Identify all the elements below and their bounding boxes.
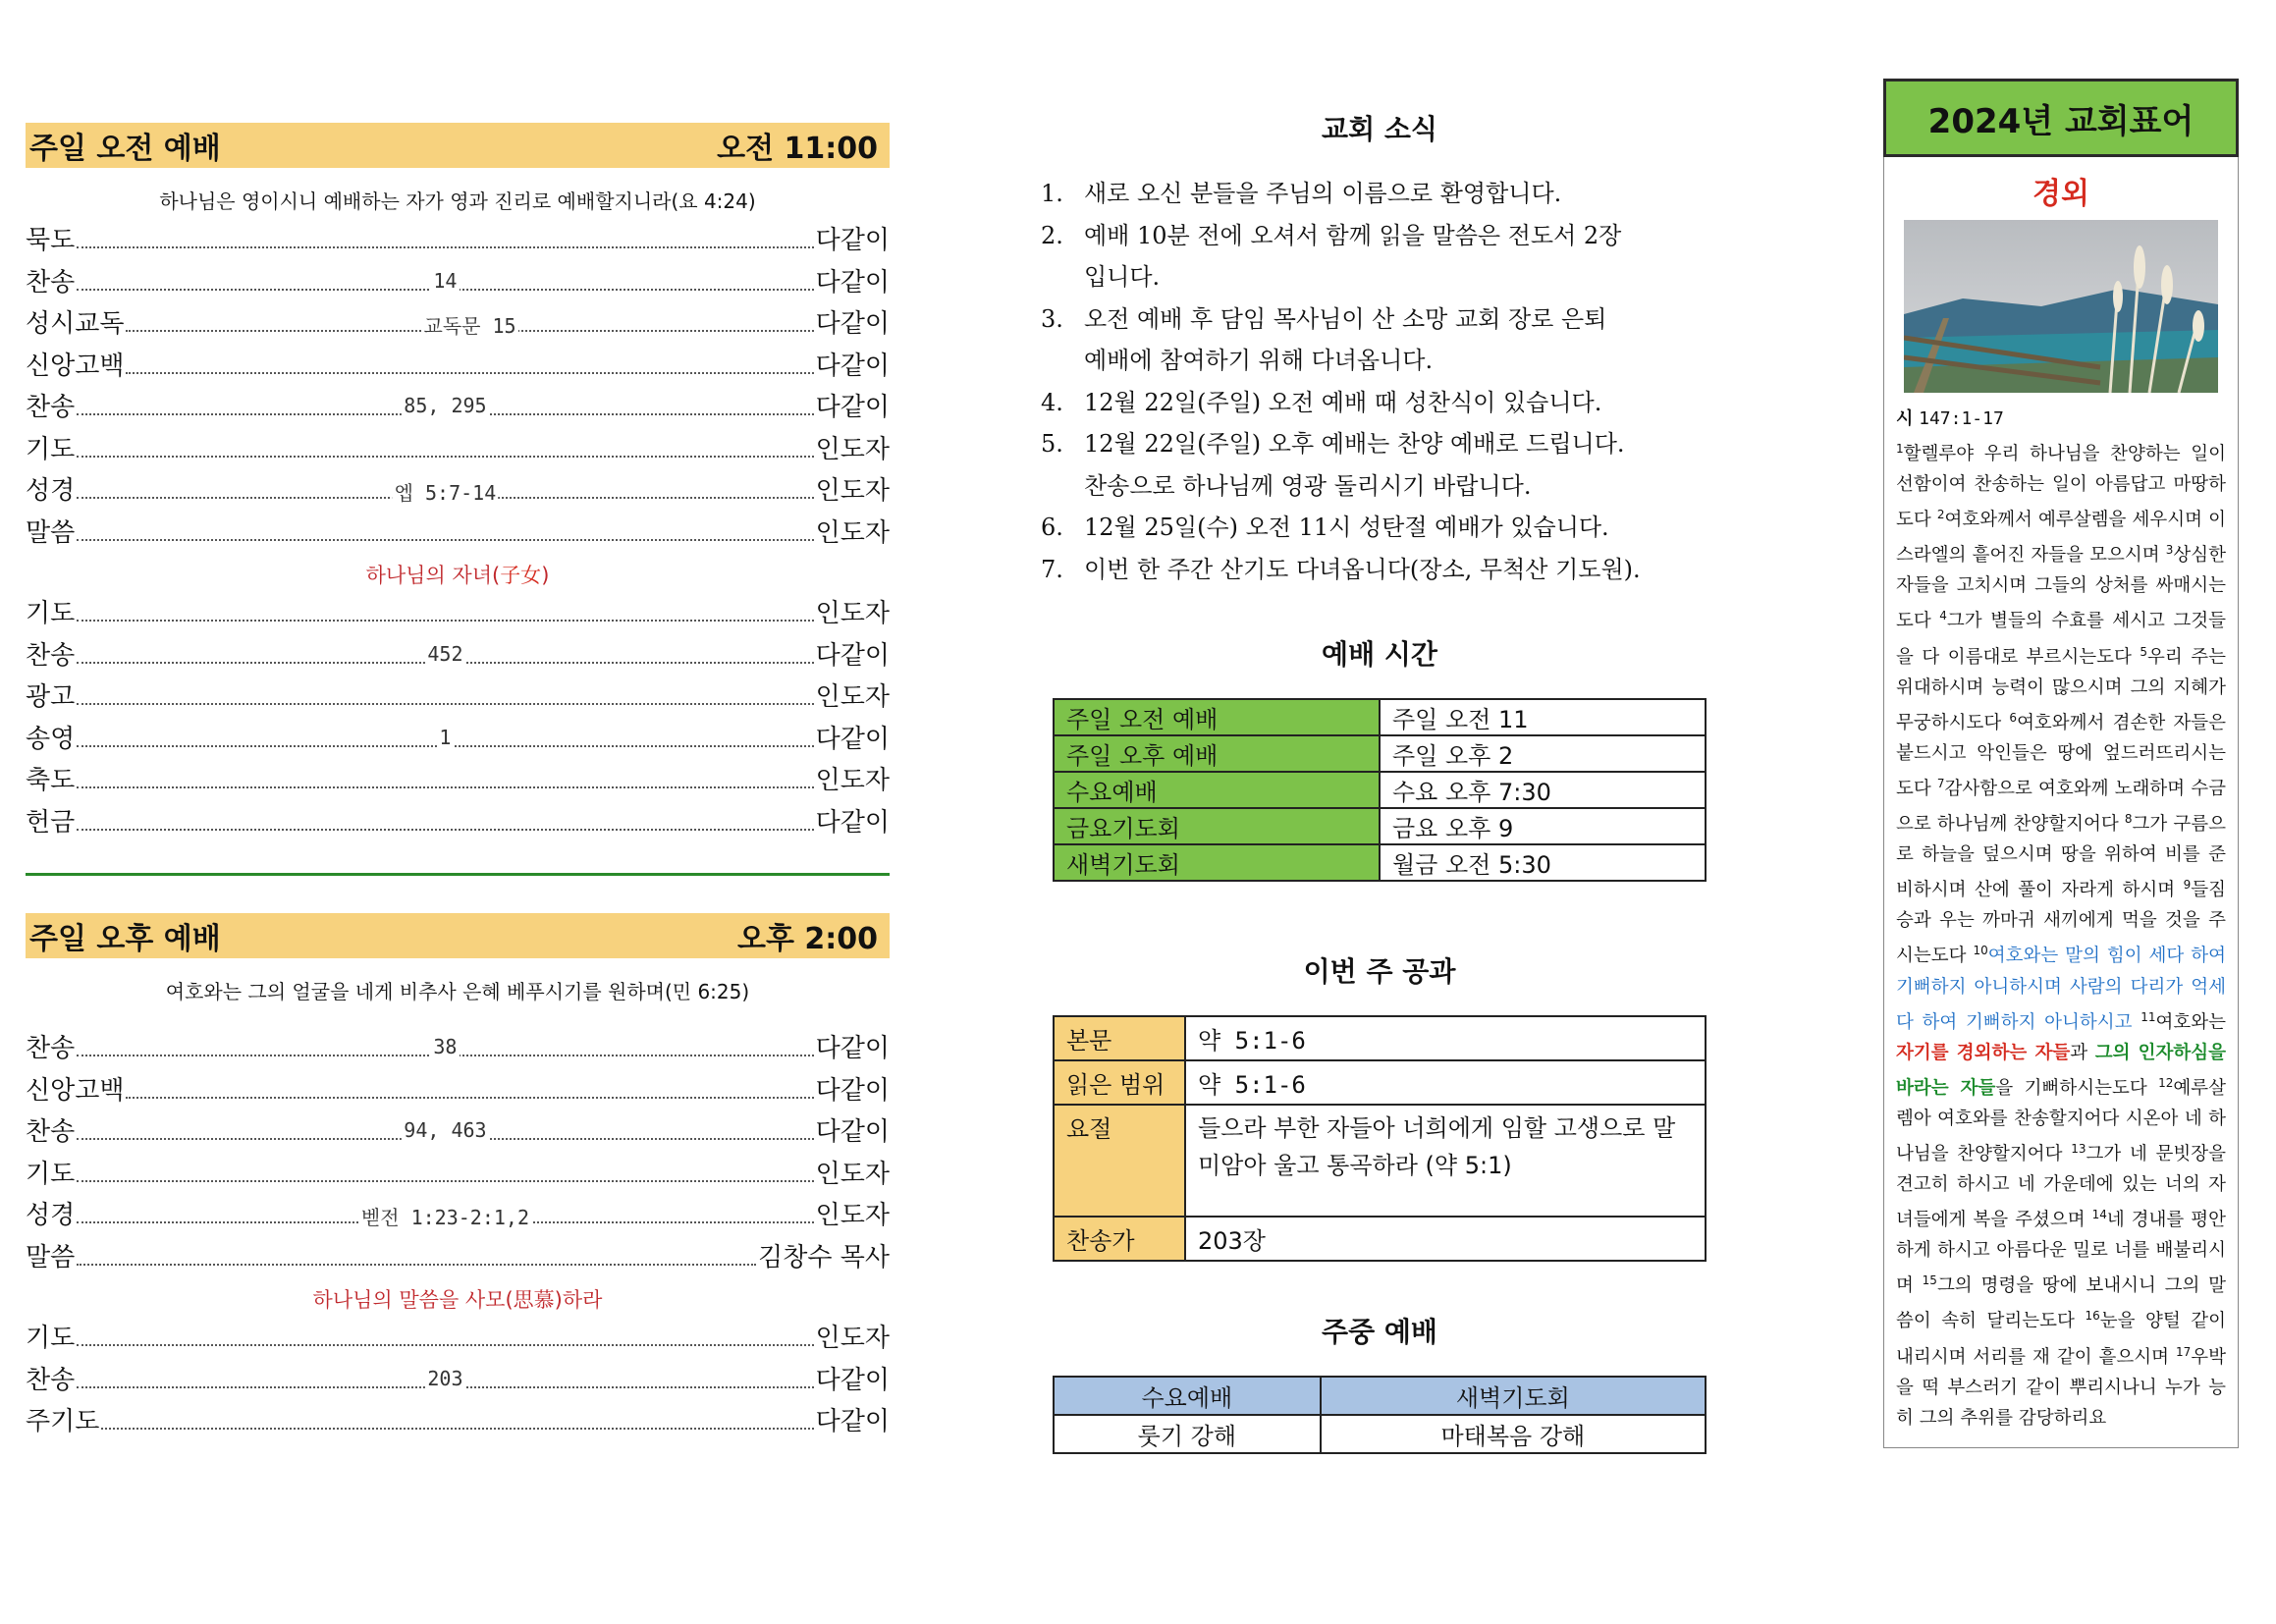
- order-leader-dots: [77, 725, 813, 749]
- order-label: 기도: [26, 1324, 76, 1353]
- order-leader-dots: [77, 1035, 813, 1059]
- news-item: [1041, 465, 1718, 508]
- order-row: [26, 1401, 890, 1443]
- afternoon-sermon-title: 하나님의 말씀을 사모(思慕)하라: [312, 1288, 603, 1312]
- news-item-number: 6.: [1041, 514, 1063, 541]
- order-leader-dots: [126, 358, 813, 374]
- order-leader-dots: [77, 815, 813, 831]
- news-item-text: 12월 25일(수) 오전 11시 성탄절 예배가 있습니다.: [1084, 514, 1609, 541]
- news-item-text: 입니다.: [1084, 263, 1161, 291]
- order-leader: 다같이: [815, 1365, 890, 1395]
- morning-order-list: [26, 220, 890, 554]
- order-label: 주기도: [26, 1407, 100, 1436]
- order-label: 말씀: [26, 517, 76, 548]
- order-leader-dots: [77, 689, 813, 705]
- order-label: 찬송: [26, 267, 76, 298]
- order-leader: 인도자: [815, 766, 890, 795]
- motto-word: 경외: [2032, 177, 2089, 211]
- service-name: 금요기도회: [1054, 808, 1380, 844]
- order-detail: 1: [439, 725, 452, 749]
- order-label: 축도: [26, 766, 76, 795]
- order-leader-dots: [77, 481, 813, 506]
- service-time-row: [1054, 699, 1706, 735]
- news-item-text: 이번 한 주간 산기도 다녀옵니다(장소, 무척산 기도원).: [1084, 555, 1641, 583]
- order-label: 성시교독: [26, 309, 125, 339]
- order-leader: 인도자: [815, 434, 890, 464]
- order-detail: 452: [427, 641, 463, 666]
- order-leader: 인도자: [815, 476, 890, 506]
- psalm-text: $^1$할렐루야 우리 하나님을 찬양하는 일이 선함이여 찬송하는 일이 아름답고 마땅하도다 $^2$여호와께서 예루살렘을 세우시며 이스라엘의 흩어진 자들을 모으시며 $^3$상심한 자들을 고치시며 그들의 상처를 싸매시는도다 $^4$그가 별들의 수효를 세시고 그것들을 다 이름대로 부르시는도다 $^5$우리 주는 위대하시며 능력이 많으시며 그의 지혜가 무궁하시도다 $^6$여호와께서 겸손한 자들은 붙드시고 악인들은 땅에 엎드러뜨리시는도다 $^7$감사함으로 여호와께 노래하며 수금으로 하나님께 찬양할지어다 $^8$그가 구름으로 하늘을 덮으시며 땅을 위하여 비를 준비하시며 산에 풀이 자라게 하시며 $^9$들짐승과 우는 까마귀 새끼에게 먹을 것을 주시는도다 $^{10}$여호와는 말의 힘이 세다 하여 기뻐하지 아니하시며 사람의 다리가 억세다 하여 기뻐하지 아니하시고 $^{11}$여호와는 자기를 경외하는 자들과 그의 인자하심을 바라는 자들을 기뻐하시는도다 $^{12}$예루살렘아 여호와를 찬송할지어다 시온아 네 하나님을 찬양할지어다 $^{13}$그가 네 문빗장을 견고히 하시고 네 가운데에 있는 너의 자녀들에게 복을 주셨으며 $^{14}$네 경내를 평안하게 하시고 아름다운 밀로 너를 배불리시며 $^{15}$그의 명령을 땅에 보내시니 그의 말씀이 속히 달리는도다 $^{16}$눈을 양털 같이 내리시며 서리를 재 같이 흩으시며 $^{17}$우박을 떡 부스러기 같이 뿌리시나니 누가 능히 그의 추위를 감당하리요: [1896, 442, 2227, 1429]
- news-item: [1041, 215, 1718, 257]
- order-label: 찬송: [26, 393, 76, 422]
- order-leader: 다같이: [815, 1117, 890, 1147]
- order-row: [26, 1318, 890, 1360]
- afternoon-verse: 여호와는 그의 얼굴을 네게 비추사 은혜 베푸시기를 원하며(민 6:25): [165, 980, 750, 1003]
- news-item-text: 예배에 참여하기 위해 다녀옵니다.: [1084, 347, 1434, 374]
- news-item-text: 새로 오신 분들을 주님의 이름으로 환영합니다.: [1084, 180, 1562, 207]
- order-label: 말씀: [26, 1242, 76, 1272]
- order-row: [26, 346, 890, 388]
- order-leader-dots: [77, 1330, 813, 1346]
- order-leader-dots: [77, 525, 813, 541]
- order-detail: 14: [433, 268, 458, 293]
- order-leader: 인도자: [815, 599, 890, 628]
- order-label: 헌금: [26, 807, 76, 838]
- news-item-number: 2.: [1041, 221, 1063, 249]
- lesson-row-hymn: 찬송가 203장: [1054, 1217, 1706, 1261]
- news-item-text: 예배 10분 전에 오셔서 함께 읽을 말씀은 전도서 2장: [1084, 221, 1622, 249]
- news-item-text: 12월 22일(주일) 오전 예배 때 성찬식이 있습니다.: [1084, 388, 1602, 416]
- order-leader-dots: [77, 1206, 813, 1230]
- order-leader: 다같이: [815, 1034, 890, 1063]
- order-row: [26, 1360, 890, 1402]
- service-time-row: [1054, 808, 1706, 844]
- news-item: [1041, 256, 1718, 298]
- order-row: [26, 1028, 890, 1070]
- left-column: [26, 123, 890, 1443]
- order-detail: 85, 295: [404, 394, 487, 418]
- order-leader-dots: [77, 773, 813, 788]
- news-item-number: [1041, 465, 1084, 508]
- order-leader: 김창수 목사: [758, 1242, 890, 1272]
- order-row: [26, 470, 890, 513]
- news-item-number: 3.: [1041, 304, 1063, 333]
- motto-header: 2024년 교회표어: [1883, 79, 2239, 157]
- order-label: 신앙고백: [26, 351, 125, 381]
- afternoon-order-list-after-sermon: [26, 1318, 890, 1443]
- service-time-row: [1054, 772, 1706, 808]
- order-detail: 벧전 1:23-2:1,2: [359, 1202, 531, 1230]
- order-leader: 인도자: [815, 682, 890, 712]
- news-item: [1041, 340, 1718, 382]
- morning-order-list-after-sermon: [26, 593, 890, 843]
- news-item: [1041, 298, 1718, 341]
- order-label: 광고: [26, 682, 76, 712]
- order-label: 묵도: [26, 226, 76, 255]
- order-row: [26, 387, 890, 429]
- motto-body: [1883, 157, 2239, 1448]
- morning-service-title: 주일 오전 예배: [29, 132, 221, 166]
- order-leader-dots: [77, 268, 813, 293]
- news-item-text: 12월 22일(주일) 오후 예배는 찬양 예배로 드립니다.: [1084, 430, 1625, 458]
- order-leader: 다같이: [815, 393, 890, 422]
- news-list: [1041, 173, 1718, 590]
- order-row: [26, 1154, 890, 1196]
- order-leader-dots: [126, 314, 813, 339]
- service-when: 주일 오전 11: [1380, 699, 1706, 735]
- order-row: [26, 719, 890, 761]
- order-leader-dots: [77, 1250, 756, 1266]
- morning-service-time: 오전 11:00: [717, 132, 878, 166]
- service-times-table: [1053, 698, 1707, 882]
- order-row: [26, 677, 890, 719]
- service-when: 금요 오후 9: [1380, 808, 1706, 844]
- order-row: [26, 1070, 890, 1112]
- order-detail: 38: [433, 1035, 458, 1059]
- news-item-number: [1041, 256, 1084, 298]
- news-item: [1041, 382, 1718, 424]
- order-leader-dots: [77, 1118, 813, 1143]
- order-label: 찬송: [26, 640, 76, 671]
- order-leader-dots: [77, 394, 813, 418]
- news-title: 교회 소식: [1322, 113, 1437, 145]
- order-leader-dots: [126, 1083, 813, 1099]
- news-item: [1041, 173, 1718, 215]
- order-label: 성경: [26, 476, 76, 506]
- order-detail: 교독문 15: [422, 310, 518, 339]
- lesson-title: 이번 주 공과: [1303, 955, 1456, 988]
- order-leader-dots: [77, 1166, 813, 1182]
- morning-sermon-title: 하나님의 자녀(子女): [365, 564, 550, 587]
- order-label: 신앙고백: [26, 1075, 125, 1106]
- order-row: [26, 303, 890, 346]
- order-label: 찬송: [26, 1117, 76, 1147]
- order-leader: 다같이: [815, 1075, 890, 1106]
- afternoon-service-time: 오후 2:00: [736, 922, 878, 956]
- midweek-val-dawn: 마태복음 강해: [1321, 1415, 1706, 1453]
- order-leader-dots: [77, 233, 813, 248]
- order-detail: 엡 5:7-14: [393, 477, 499, 506]
- order-row: [26, 220, 890, 262]
- order-leader: 다같이: [815, 640, 890, 671]
- afternoon-sermon-hanja: 思慕: [513, 1288, 555, 1312]
- order-row: [26, 593, 890, 635]
- order-leader: 다같이: [815, 226, 890, 255]
- news-item: [1041, 507, 1718, 549]
- service-times-title: 예배 시간: [1322, 638, 1437, 671]
- order-leader: 다같이: [815, 351, 890, 381]
- order-leader: 인도자: [815, 1324, 890, 1353]
- news-item-number: 4.: [1041, 388, 1063, 416]
- section-divider: [26, 873, 890, 876]
- order-row: [26, 1237, 890, 1279]
- order-leader: 다같이: [815, 1407, 890, 1436]
- news-item-number: [1041, 340, 1084, 382]
- midweek-title: 주중 예배: [1322, 1316, 1437, 1348]
- order-leader: 다같이: [815, 267, 890, 298]
- lesson-row-range: 읽은 범위 약 5:1-6: [1054, 1060, 1706, 1105]
- news-item-number: 1.: [1041, 180, 1063, 207]
- morning-verse: 하나님은 영이시니 예배하는 자가 영과 진리로 예배할지니라(요 4:24): [159, 189, 756, 213]
- service-time-row: [1054, 735, 1706, 772]
- midweek-table: [1053, 1376, 1707, 1454]
- news-item-number: 7.: [1041, 555, 1063, 583]
- landscape-photo: [1904, 220, 2218, 393]
- order-label: 기도: [26, 599, 76, 628]
- midweek-col-wednesday: 수요예배: [1054, 1377, 1321, 1415]
- midweek-col-dawn: 새벽기도회: [1321, 1377, 1706, 1415]
- order-row: [26, 760, 890, 802]
- midweek-val-wednesday: 룻기 강해: [1054, 1415, 1321, 1453]
- news-item-text: 찬송으로 하나님께 영광 돌리시기 바랍니다.: [1084, 471, 1532, 500]
- order-row: [26, 262, 890, 304]
- news-item: [1041, 549, 1718, 591]
- psalm-reference: 시 147:1-17: [1896, 408, 2004, 429]
- service-when: 수요 오후 7:30: [1380, 772, 1706, 808]
- order-row: [26, 429, 890, 471]
- afternoon-service-title: 주일 오후 예배: [29, 922, 221, 956]
- lesson-row-text: 본문 약 5:1-6: [1054, 1016, 1706, 1060]
- morning-sermon-hanja: 子女: [500, 564, 542, 587]
- order-leader: 인도자: [815, 1201, 890, 1230]
- order-label: 찬송: [26, 1365, 76, 1395]
- service-name: 주일 오후 예배: [1054, 735, 1380, 772]
- order-detail: 94, 463: [404, 1118, 487, 1143]
- order-leader-dots: [101, 1414, 813, 1430]
- service-name: 수요예배: [1054, 772, 1380, 808]
- order-label: 성경: [26, 1201, 76, 1230]
- order-row: [26, 513, 890, 555]
- order-leader: 다같이: [815, 807, 890, 838]
- order-leader: 인도자: [815, 517, 890, 548]
- lesson-row-key-verse: 요절 들으라 부한 자들아 너희에게 임할 고생으로 말미암아 울고 통곡하라 (약 5:1): [1054, 1105, 1706, 1217]
- order-leader-dots: [77, 1366, 813, 1390]
- order-leader: 다같이: [815, 724, 890, 754]
- order-leader: 다같이: [815, 309, 890, 339]
- news-item-number: 5.: [1041, 430, 1063, 458]
- order-row: [26, 802, 890, 844]
- order-detail: 203: [427, 1366, 463, 1390]
- news-item-text: 오전 예배 후 담임 목사님이 산 소망 교회 장로 은퇴: [1084, 304, 1607, 333]
- order-leader-dots: [77, 606, 813, 622]
- order-leader-dots: [77, 641, 813, 666]
- middle-column: [1041, 108, 1718, 1454]
- order-row: [26, 635, 890, 677]
- afternoon-order-list: [26, 1028, 890, 1278]
- service-when: 월금 오전 5:30: [1380, 844, 1706, 881]
- order-leader-dots: [77, 442, 813, 458]
- service-when: 주일 오후 2: [1380, 735, 1706, 772]
- service-name: 새벽기도회: [1054, 844, 1380, 881]
- service-name: 주일 오전 예배: [1054, 699, 1380, 735]
- order-label: 기도: [26, 1159, 76, 1189]
- order-label: 기도: [26, 434, 76, 464]
- service-time-row: [1054, 844, 1706, 881]
- lesson-table: [1053, 1015, 1707, 1262]
- order-leader: 인도자: [815, 1159, 890, 1189]
- news-item: [1041, 423, 1718, 465]
- order-row: [26, 1195, 890, 1237]
- morning-service-header: [26, 123, 890, 168]
- right-column: [1883, 79, 2239, 1448]
- order-row: [26, 1111, 890, 1154]
- order-label: 찬송: [26, 1034, 76, 1063]
- afternoon-service-header: [26, 913, 890, 958]
- order-label: 송영: [26, 724, 76, 754]
